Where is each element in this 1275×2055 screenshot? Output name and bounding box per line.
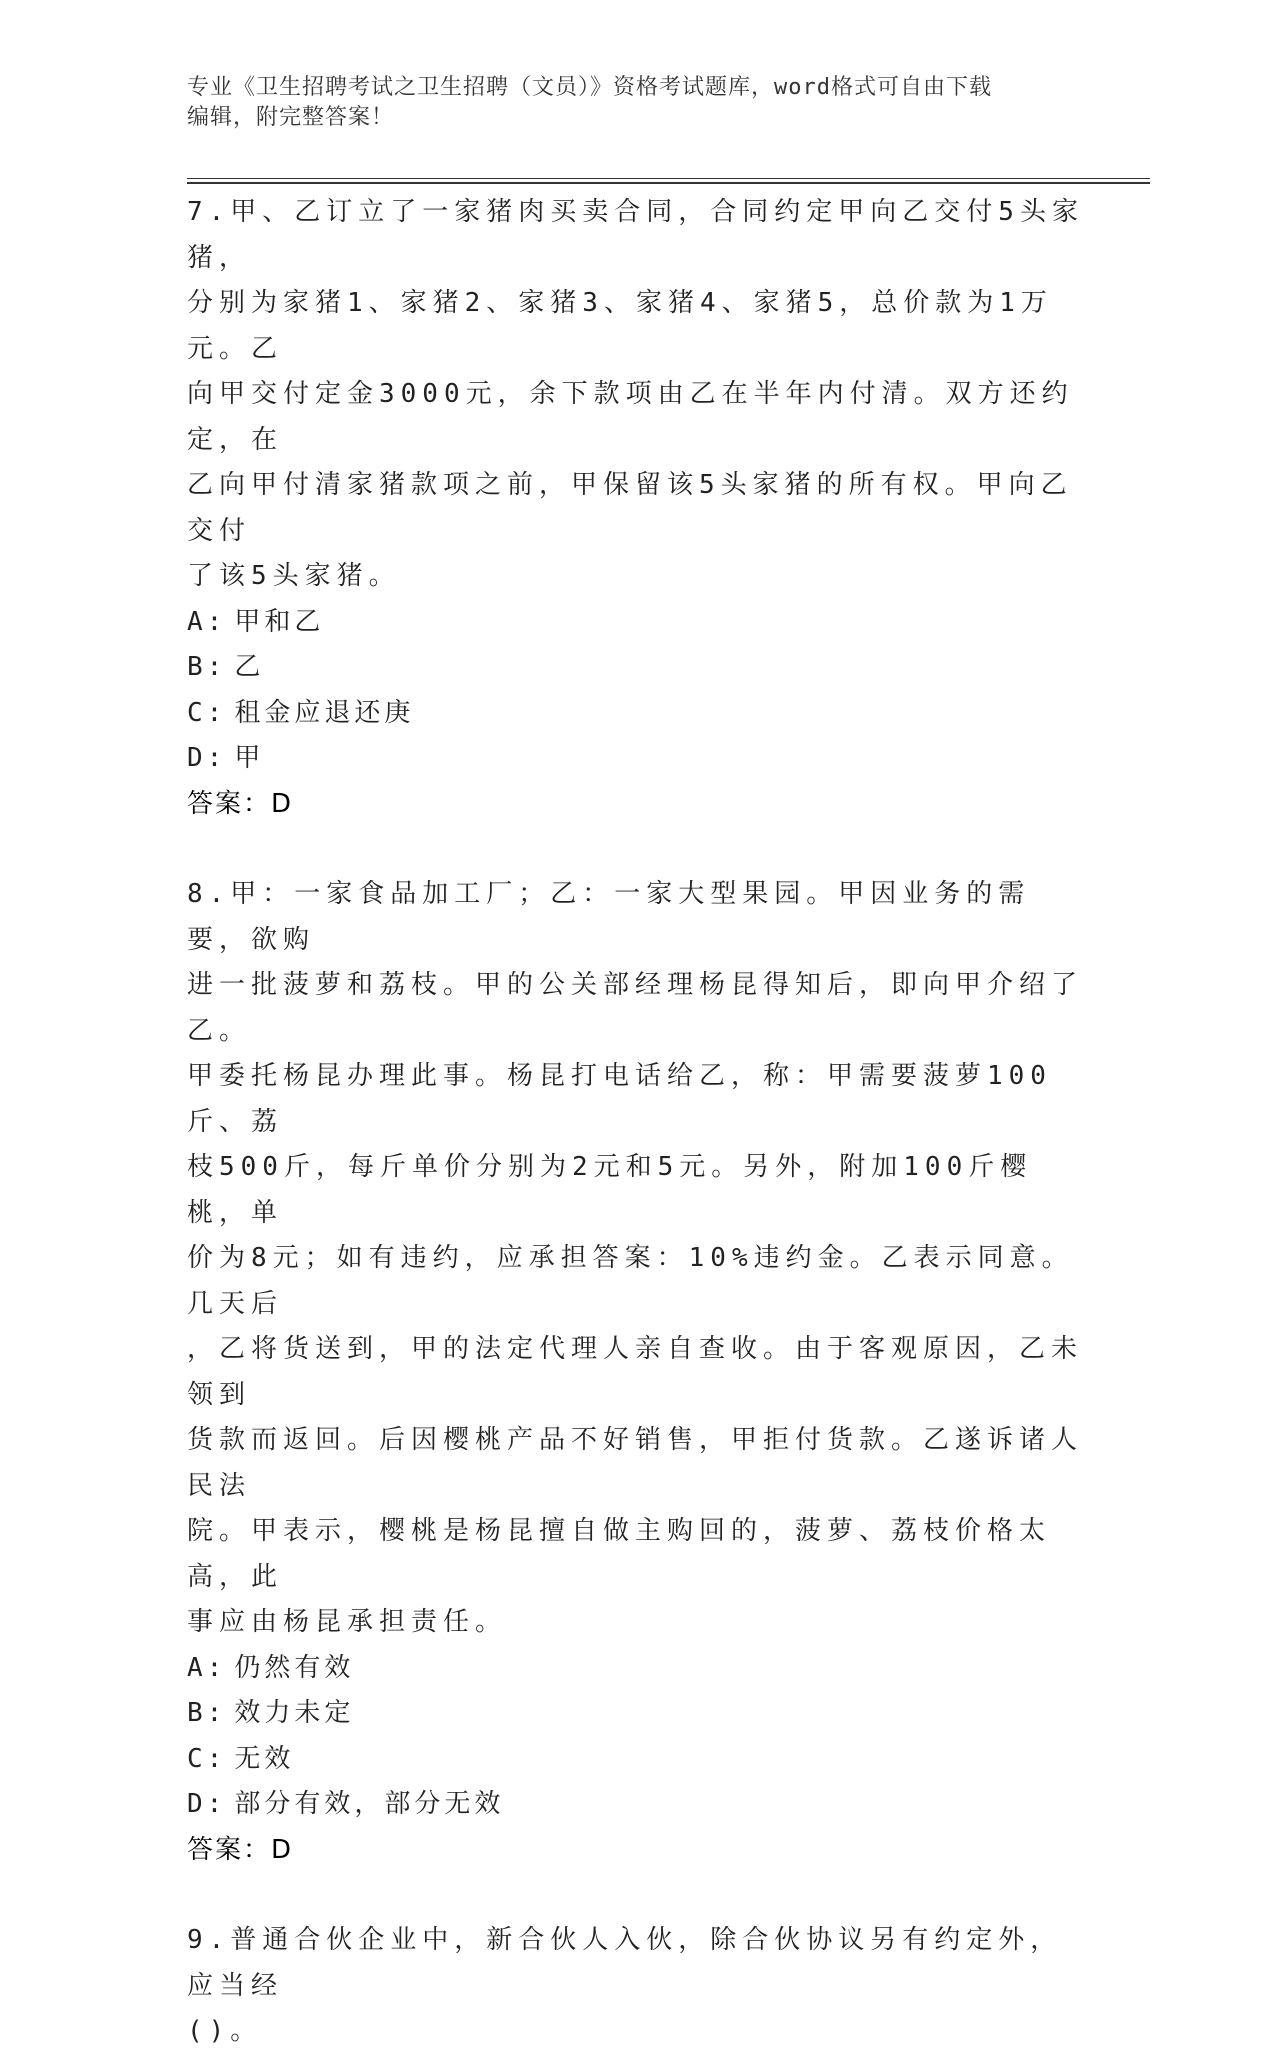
question-line: 9.普通合伙企业中，新合伙人入伙，除合伙协议另有约定外，应当经	[187, 1925, 1063, 2001]
spacer	[187, 827, 1087, 872]
question-line: 7.甲、乙订立了一家猪肉买卖合同，合同约定甲向乙交付5头家猪，	[187, 197, 1084, 273]
option-d: D: 甲	[187, 743, 265, 773]
option-a: A: 甲和乙	[187, 606, 325, 637]
question-text	[187, 872, 1087, 1646]
question-list	[187, 190, 1087, 2055]
question-line: ()。	[187, 2016, 263, 2046]
answer-line: 答案：D	[187, 788, 294, 819]
question-line: 了该5头家猪。	[187, 561, 401, 591]
option-c: C: 租金应退还庚	[187, 697, 415, 728]
question-line: 枝500斤，每斤单价分别为2元和5元。另外，附加100斤樱桃，单	[187, 1152, 1033, 1228]
question-line: 乙向甲付清家猪款项之前，甲保留该5头家猪的所有权。甲向乙交付	[187, 470, 1073, 546]
question-line: 事应由杨昆承担责任。	[187, 1607, 508, 1637]
question-line: 甲委托杨昆办理此事。杨昆打电话给乙，称：甲需要菠萝100斤、荔	[187, 1061, 1052, 1137]
question-block	[187, 872, 1087, 1873]
header-divider-thick	[187, 182, 1150, 184]
question-line: 价为8元；如有违约，应承担答案：10%违约金。乙表示同意。几天后	[187, 1243, 1074, 1319]
header-line-1: 专业《卫生招聘考试之卫生招聘（文员）》资格考试题库，word格式可自由下载	[187, 75, 992, 100]
question-line: 8.甲：一家食品加工厂；乙：一家大型果园。甲因业务的需要，欲购	[187, 879, 1031, 955]
question-line: 进一批菠萝和荔枝。甲的公关部经理杨昆得知后，即向甲介绍了乙。	[187, 970, 1084, 1046]
header-line-2: 编辑，附完整答案！	[187, 105, 395, 130]
option-d: D: 部分有效，部分无效	[187, 1789, 505, 1819]
question-line: 院。甲表示，樱桃是杨昆擅自做主购回的，菠萝、荔枝价格太高，此	[187, 1516, 1052, 1592]
answer-line: 答案：D	[187, 1834, 294, 1865]
option-b: B: 效力未定	[187, 1698, 355, 1728]
option-c: C: 无效	[187, 1743, 295, 1774]
question-text	[187, 1918, 1087, 2055]
option-list	[187, 1646, 1087, 1828]
document-header	[187, 73, 1087, 133]
question-line: ，乙将货送到，甲的法定代理人亲自查收。由于客观原因，乙未领到	[187, 1334, 1084, 1410]
option-b: B: 乙	[187, 652, 265, 682]
question-line: 货款而返回。后因樱桃产品不好销售，甲拒付货款。乙遂诉诸人民法	[187, 1425, 1084, 1501]
question-line: 分别为家猪1、家猪2、家猪3、家猪4、家猪5，总价款为1万元。乙	[187, 288, 1053, 364]
question-block	[187, 190, 1087, 827]
header-divider-thin	[187, 178, 1150, 179]
option-list	[187, 600, 1087, 782]
option-a: A: 仍然有效	[187, 1652, 355, 1683]
spacer	[187, 1873, 1087, 1918]
question-block	[187, 1918, 1087, 2055]
question-text	[187, 190, 1087, 600]
question-line: 向甲交付定金3000元，余下款项由乙在半年内付清。双方还约定，在	[187, 379, 1074, 455]
